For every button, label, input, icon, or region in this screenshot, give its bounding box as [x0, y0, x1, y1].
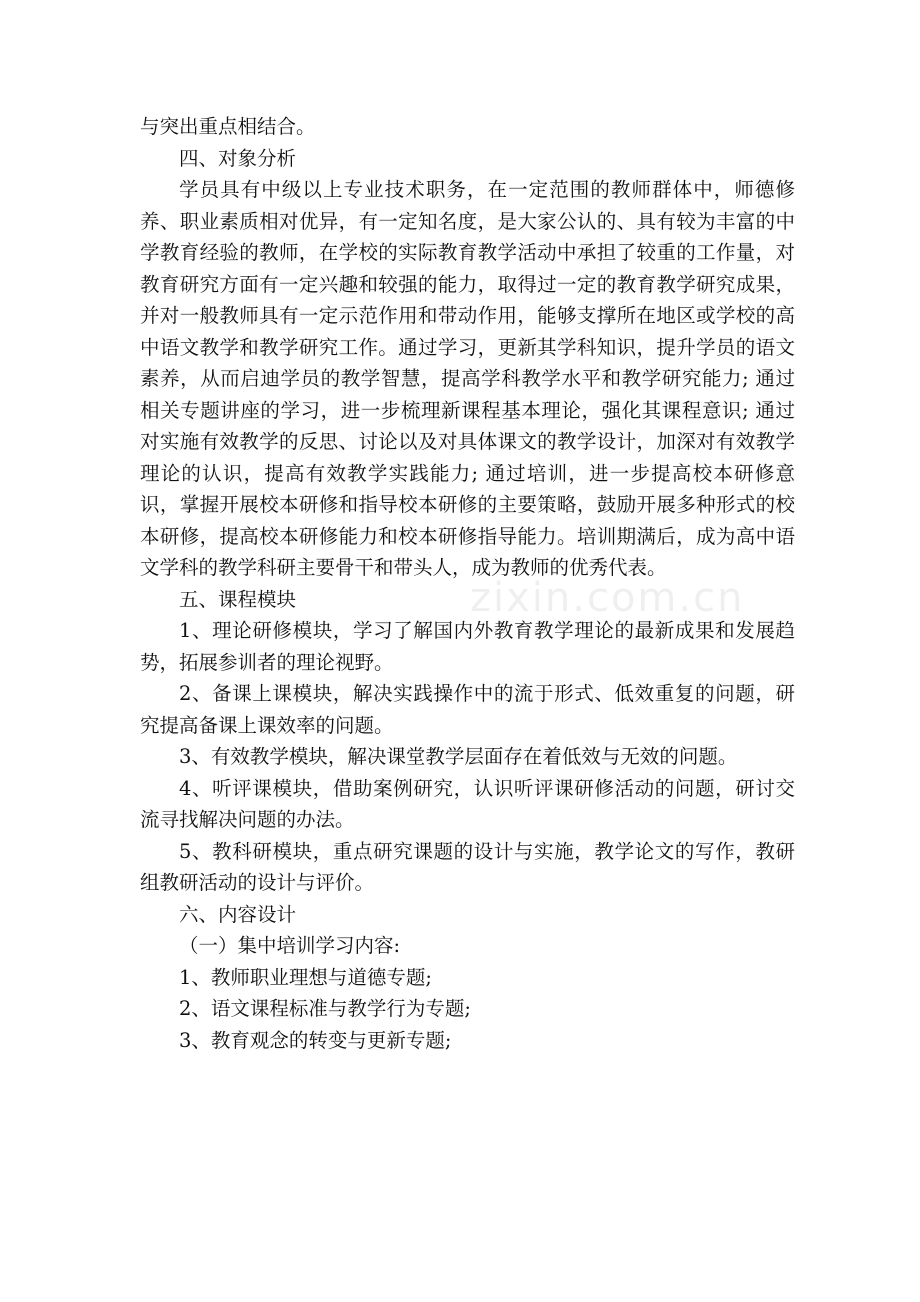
paragraph-continuation: 与突出重点相结合。 — [140, 115, 316, 138]
module-item-research: 5、教科研模块，重点研究课题的设计与实施，教学论文的写作，教研组教研活动的设计与评价。 — [140, 839, 795, 894]
watermark-text: zixin.com.cn — [470, 575, 745, 621]
content-item-ethics: 1、教师职业理想与道德专题; — [179, 965, 432, 989]
section-heading-object-analysis: 四、对象分析 — [179, 146, 297, 170]
subsection-heading-centralized-training: （一）集中培训学习内容: — [179, 934, 401, 957]
module-item-effective-teaching: 3、有效教学模块，解决课堂教学层面存在着低效与无效的问题。 — [179, 745, 738, 768]
section-heading-content-design: 六、内容设计 — [179, 902, 297, 926]
paragraph-object-analysis: 学员具有中级以上专业技术职务，在一定范围的教师群体中，师德修养、职业素质相对优异，有一定知名度，是大家公认的、具有较为丰富的中学教育经验的教师，在学校的实际教育教学活动中承担了较重的工作量，对教育研究方面有一定兴趣和较强的能力，取得过一定的教育教学研究成果，并对一般教师具有一定示范作用和带动作用，能够支撑所在地区或学校的高中语文教学和教学研究工作。通过学习，更新其学科知识，提升学员的语文素养，从而启迪学员的教学智慧，提高学科教学水平和教学研究能力; 通过相关专题讲座的学习，进一步梳理新课程基本理论，强化其课程意识; 通过对实施有效教学的反思、讨论以及对具体课文的教学设计，加深对有效教学理论的认识，提高有效教学实践能力; 通过培训，进一步提高校本研修意识，掌握开展校本研修和指导校本研修的主要策略，鼓励开展多种形式的校本研修，提高校本研修能力和校本研修指导能力。培训期满后，成为高中语文学科的教学科研主要骨干和带头人，成为教师的优秀代表。 — [140, 178, 795, 579]
module-item-theory: 1、理论研修模块，学习了解国内外教育教学理论的最新成果和发展趋势，拓展参训者的理论视野。 — [140, 619, 795, 674]
module-item-lesson-evaluation: 4、听评课模块，借助案例研究，认识听评课研修活动的问题，研讨交流寻找解决问题的办法。 — [140, 776, 795, 831]
section-heading-course-modules: 五、课程模块 — [179, 587, 297, 611]
document-body — [140, 111, 795, 1056]
content-item-curriculum-standard: 2、语文课程标准与教学行为专题; — [179, 997, 471, 1020]
module-item-lesson-prep: 2、备课上课模块，解决实践操作中的流于形式、低效重复的问题，研究提高备课上课效率的问题。 — [140, 682, 795, 737]
content-item-education-concepts: 3、教育观念的转变与更新专题; — [179, 1028, 452, 1052]
